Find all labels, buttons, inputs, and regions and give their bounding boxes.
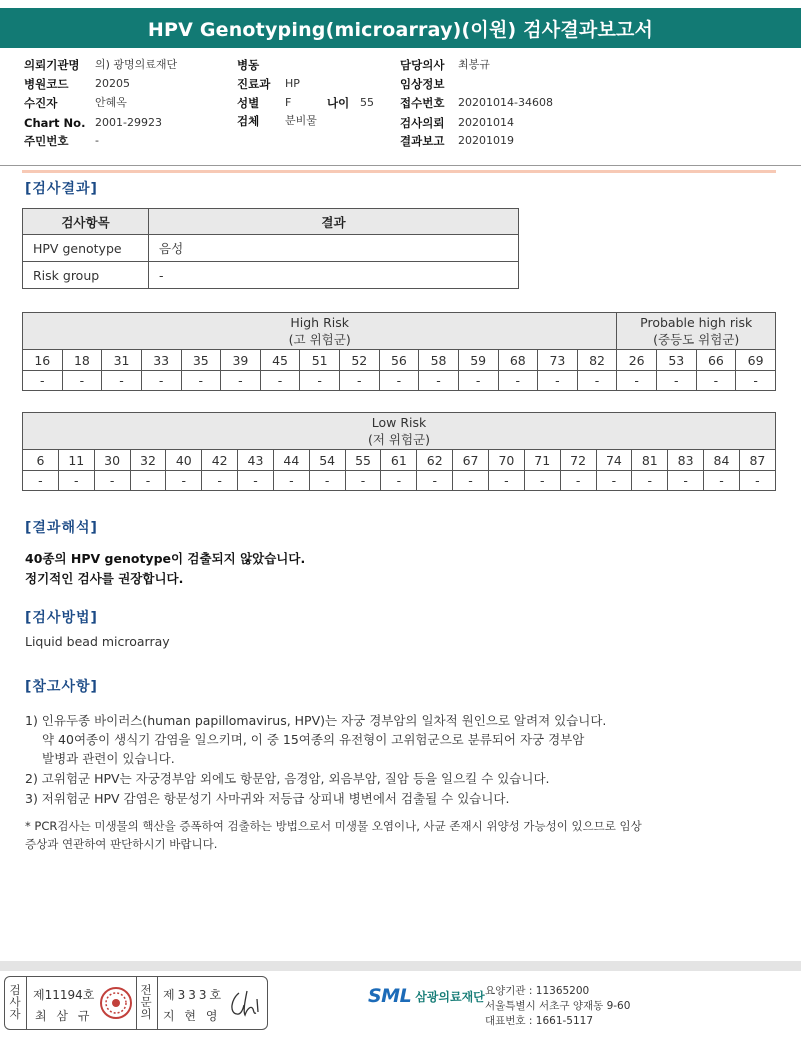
genotype-result-cell: - xyxy=(181,371,221,391)
method-section-title: [검사방법] xyxy=(25,610,98,626)
examiner-name: 최 삼 규 xyxy=(35,1009,93,1023)
genotype-result-cell: - xyxy=(417,471,453,491)
genotype-cell: 68 xyxy=(498,350,538,371)
genotype-cell: 40 xyxy=(166,450,202,471)
note-3: 3) 저위험군 HPV 감염은 항문성기 사마귀와 저등급 상피내 병변에서 검출될 수 있습니다. xyxy=(25,791,510,806)
genotype-result-cell: - xyxy=(340,371,380,391)
genotype-cell: 59 xyxy=(458,350,498,371)
signature-box xyxy=(4,976,268,1030)
low-risk-title: Low Risk xyxy=(371,415,427,430)
genotype-result-cell: - xyxy=(166,471,202,491)
genotype-cell: 58 xyxy=(419,350,459,371)
genotype-result-cell: - xyxy=(498,371,538,391)
genotype-cell: 54 xyxy=(309,450,345,471)
result-item: Risk group xyxy=(23,262,149,289)
genotype-result-cell: - xyxy=(538,371,578,391)
genotype-result-cell: - xyxy=(58,471,94,491)
organization-info xyxy=(485,984,630,1029)
sml-logo xyxy=(368,985,485,1007)
specimen-value: 분비물 xyxy=(285,114,317,127)
requesting-org-label: 의뢰기관명 xyxy=(24,58,80,72)
chart-no-value: 2001-29923 xyxy=(95,116,162,129)
receipt-no-label: 접수번호 xyxy=(400,96,445,110)
genotype-result-cell: - xyxy=(696,371,736,391)
genotype-result-cell: - xyxy=(736,371,776,391)
genotype-result-cell: - xyxy=(273,471,309,491)
genotype-row xyxy=(23,350,776,371)
department-value: HP xyxy=(285,77,300,90)
genotype-result-cell: - xyxy=(453,471,489,491)
genotype-cell: 66 xyxy=(696,350,736,371)
request-date-value: 20201014 xyxy=(458,116,514,129)
probable-risk-header xyxy=(617,313,776,350)
report-date-label: 결과보고 xyxy=(400,134,445,148)
genotype-result-cell: - xyxy=(260,371,300,391)
note-2: 2) 고위험군 HPV는 자궁경부암 외에도 항문암, 음경암, 외음부암, 질암 등을 일으킬 수 있습니다. xyxy=(25,771,550,786)
genotype-cell: 44 xyxy=(273,450,309,471)
genotype-result-row xyxy=(23,471,776,491)
org-phone: 대표번호 : 1661-5117 xyxy=(485,1015,594,1027)
genotype-result-row xyxy=(23,371,776,391)
clinical-info-label: 임상정보 xyxy=(400,77,445,91)
genotype-cell: 42 xyxy=(202,450,238,471)
genotype-cell: 31 xyxy=(102,350,142,371)
genotype-result-cell: - xyxy=(94,471,130,491)
genotype-result-cell: - xyxy=(381,471,417,491)
high-risk-title: High Risk xyxy=(290,315,349,330)
result-value: 음성 xyxy=(149,235,519,262)
resident-no-value: - xyxy=(95,134,99,147)
genotype-result-cell: - xyxy=(577,371,617,391)
genotype-cell: 69 xyxy=(736,350,776,371)
genotype-cell: 16 xyxy=(23,350,63,371)
genotype-result-cell: - xyxy=(739,471,775,491)
method-text: Liquid bead microarray xyxy=(25,634,170,649)
genotype-cell: 18 xyxy=(62,350,102,371)
genotype-cell: 55 xyxy=(345,450,381,471)
specialist-license: 제333호 xyxy=(163,988,225,1002)
genotype-cell: 81 xyxy=(632,450,668,471)
genotype-result-cell: - xyxy=(419,371,459,391)
department-label: 진료과 xyxy=(237,77,271,91)
interpretation-section-title: [결과해석] xyxy=(25,520,98,536)
genotype-result-cell: - xyxy=(560,471,596,491)
genotype-cell: 67 xyxy=(453,450,489,471)
logo-org-name: 삼광의료재단 xyxy=(415,989,485,1004)
genotype-cell: 35 xyxy=(181,350,221,371)
org-code: 요양기관 : 11365200 xyxy=(485,985,590,997)
specialist-vertical-label: 전 문 의 xyxy=(140,983,152,1021)
genotype-result-cell: - xyxy=(458,371,498,391)
result-item: HPV genotype xyxy=(23,235,149,262)
org-address: 서울특별시 서초구 양재동 9-60 xyxy=(485,1000,631,1012)
high-risk-header xyxy=(23,313,617,350)
result-value: - xyxy=(149,262,519,289)
receipt-no-value: 20201014-34608 xyxy=(458,96,553,109)
genotype-cell: 33 xyxy=(141,350,181,371)
probable-risk-title: Probable high risk xyxy=(640,315,753,330)
table-row xyxy=(23,235,519,262)
official-seal-icon xyxy=(99,986,133,1020)
genotype-result-cell: - xyxy=(130,471,166,491)
patient-info-block xyxy=(0,54,801,166)
patient-label: 수진자 xyxy=(24,96,58,110)
genotype-cell: 62 xyxy=(417,450,453,471)
genotype-result-cell: - xyxy=(23,471,59,491)
genotype-result-cell: - xyxy=(62,371,102,391)
genotype-result-cell: - xyxy=(524,471,560,491)
interpretation-line-1: 40종의 HPV genotype이 검출되지 않았습니다. xyxy=(25,551,306,566)
logo-mark: SML xyxy=(368,985,412,1007)
genotype-cell: 87 xyxy=(739,450,775,471)
genotype-result-cell: - xyxy=(617,371,657,391)
genotype-cell: 26 xyxy=(617,350,657,371)
genotype-cell: 6 xyxy=(23,450,59,471)
doctor-label: 담당의사 xyxy=(400,58,445,72)
chart-no-label: Chart No. xyxy=(24,116,86,130)
genotype-cell: 73 xyxy=(538,350,578,371)
genotype-result-cell: - xyxy=(309,471,345,491)
age-value: 55 xyxy=(360,96,374,109)
genotype-result-cell: - xyxy=(221,371,261,391)
examiner-vertical-label: 검 사 자 xyxy=(9,983,21,1021)
genotype-result-cell: - xyxy=(300,371,340,391)
genotype-cell: 43 xyxy=(238,450,274,471)
signature-icon xyxy=(227,987,263,1021)
table-row xyxy=(23,262,519,289)
genotype-result-cell: - xyxy=(379,371,419,391)
genotype-cell: 82 xyxy=(577,350,617,371)
low-risk-subtitle: (저 위험군) xyxy=(367,432,431,447)
high-risk-table xyxy=(22,312,776,391)
genotype-cell: 51 xyxy=(300,350,340,371)
request-date-label: 검사의뢰 xyxy=(400,116,445,130)
genotype-cell: 74 xyxy=(596,450,632,471)
genotype-cell: 39 xyxy=(221,350,261,371)
genotype-cell: 84 xyxy=(704,450,740,471)
report-date-value: 20201019 xyxy=(458,134,514,147)
genotype-cell: 83 xyxy=(668,450,704,471)
high-risk-subtitle: (고 위험군) xyxy=(288,332,351,347)
genotype-cell: 45 xyxy=(260,350,300,371)
specimen-label: 검체 xyxy=(237,114,260,128)
genotype-cell: 11 xyxy=(58,450,94,471)
pcr-note-2: 증상과 연관하여 판단하시기 바랍니다. xyxy=(25,837,218,851)
genotype-result-cell: - xyxy=(668,471,704,491)
resident-no-label: 주민번호 xyxy=(24,134,69,148)
probable-risk-subtitle: (중등도 위험군) xyxy=(653,332,740,347)
genotype-result-cell: - xyxy=(704,471,740,491)
note-1c: 발병과 관련이 있습니다. xyxy=(42,751,175,766)
requesting-org-value: 의) 광명의료재단 xyxy=(95,58,178,71)
notes-section-title: [참고사항] xyxy=(25,679,98,695)
specialist-name: 지 현 영 xyxy=(163,1009,221,1023)
interpretation-line-2: 정기적인 검사를 권장합니다. xyxy=(25,571,184,586)
col-item-header: 검사항목 xyxy=(23,209,149,235)
genotype-cell: 30 xyxy=(94,450,130,471)
genotype-result-cell: - xyxy=(657,371,697,391)
genotype-cell: 56 xyxy=(379,350,419,371)
genotype-result-cell: - xyxy=(141,371,181,391)
note-1b: 약 40여종이 생식기 감염을 일으키며, 이 중 15여종의 유전형이 고위험군으로 분류되어 자궁 경부암 xyxy=(42,732,585,747)
genotype-cell: 52 xyxy=(340,350,380,371)
examiner-license: 제11194호 xyxy=(33,988,95,1002)
genotype-cell: 61 xyxy=(381,450,417,471)
pcr-note-1: * PCR검사는 미생물의 핵산을 증폭하여 검출하는 방법으로서 미생물 오염이나, 사균 존재시 위양성 가능성이 있으므로 임상 xyxy=(25,819,642,833)
age-label: 나이 xyxy=(327,96,350,110)
results-section-title: [검사결과] xyxy=(25,181,98,197)
genotype-result-cell: - xyxy=(102,371,142,391)
low-risk-header xyxy=(23,413,776,450)
sex-label: 성별 xyxy=(237,96,260,110)
low-risk-table xyxy=(22,412,776,491)
doctor-value: 최봉규 xyxy=(458,58,490,71)
genotype-cell: 53 xyxy=(657,350,697,371)
genotype-cell: 71 xyxy=(524,450,560,471)
genotype-cell: 70 xyxy=(488,450,524,471)
genotype-cell: 32 xyxy=(130,450,166,471)
note-1a: 1) 인유두종 바이러스(human papillomavirus, HPV)는 자궁 경부암의 일차적 원인으로 알려져 있습니다. xyxy=(25,713,607,728)
genotype-result-cell: - xyxy=(23,371,63,391)
genotype-result-cell: - xyxy=(238,471,274,491)
ward-label: 병동 xyxy=(237,58,260,72)
sex-value: F xyxy=(285,96,292,109)
genotype-row xyxy=(23,450,776,471)
result-table xyxy=(22,208,519,289)
hospital-code-label: 병원코드 xyxy=(24,77,69,91)
col-result-header: 결과 xyxy=(149,209,519,235)
genotype-result-cell: - xyxy=(202,471,238,491)
footer-divider xyxy=(0,961,801,971)
section-divider xyxy=(22,170,776,173)
patient-value: 안혜옥 xyxy=(95,96,127,109)
hospital-code-value: 20205 xyxy=(95,77,130,90)
report-title: HPV Genotyping(microarray)(이원) 검사결과보고서 xyxy=(0,8,801,48)
genotype-result-cell: - xyxy=(596,471,632,491)
genotype-result-cell: - xyxy=(632,471,668,491)
genotype-result-cell: - xyxy=(345,471,381,491)
genotype-result-cell: - xyxy=(488,471,524,491)
genotype-cell: 72 xyxy=(560,450,596,471)
